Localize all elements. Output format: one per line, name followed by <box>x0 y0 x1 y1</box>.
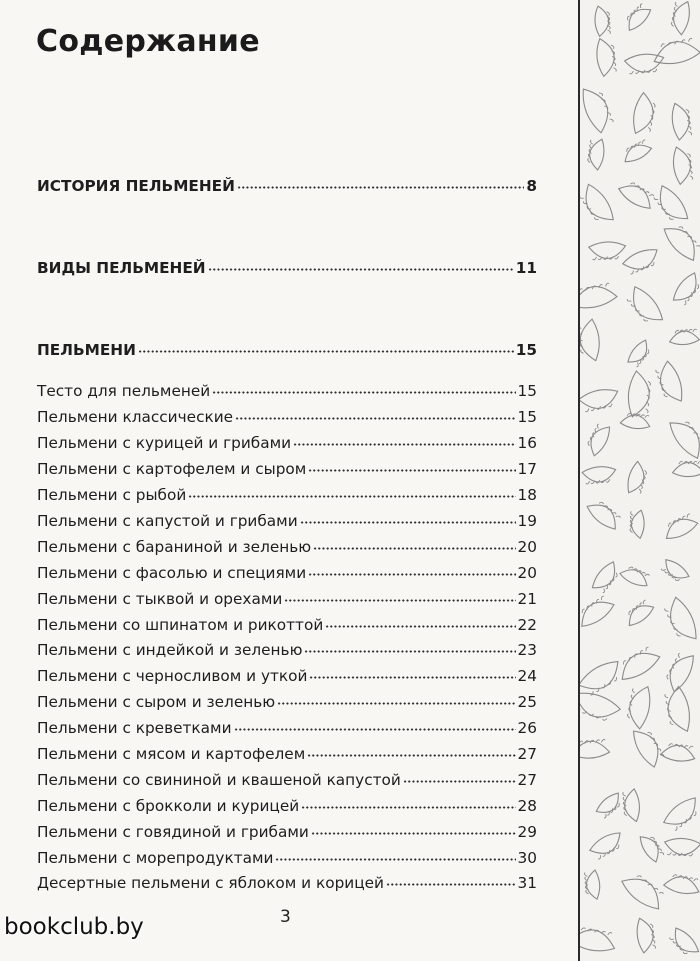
dumpling-icon <box>670 0 692 36</box>
toc-entry-page: 21 <box>517 590 537 609</box>
toc-entry <box>37 537 537 561</box>
toc-entry-page: 20 <box>517 564 537 583</box>
dumpling-icon <box>584 422 613 458</box>
toc-entry <box>37 770 537 794</box>
toc-entry-page: 29 <box>517 823 537 842</box>
toc-entry <box>37 873 537 897</box>
toc-entry <box>37 692 537 716</box>
toc-entry-page: 8 <box>526 177 537 196</box>
toc-entry-page: 25 <box>517 693 537 712</box>
toc-dot-leader <box>325 613 515 628</box>
toc-entry-page: 31 <box>517 874 537 893</box>
toc-entry-label: Пельмени с индейкой и зеленью <box>37 641 303 660</box>
toc-dot-leader <box>304 638 515 653</box>
toc-dot-leader <box>301 794 515 809</box>
dumpling-icon <box>616 178 657 212</box>
toc-entry-label: Пельмени с креветками <box>37 719 232 738</box>
dumpling-icon <box>665 414 700 462</box>
watermark: bookclub.by <box>4 914 144 940</box>
toc-dot-leader <box>138 338 514 353</box>
toc-entry-label: ИСТОРИЯ ПЕЛЬМЕНЕЙ <box>37 177 235 196</box>
toc-dot-leader <box>275 846 515 861</box>
toc-section-entry <box>37 176 537 200</box>
toc-entry-label: Пельмени классические <box>37 408 234 427</box>
dumpling-icon <box>625 460 649 496</box>
toc-entry-label: Пельмени с капустой и грибами <box>37 512 298 531</box>
toc-entry-label: ВИДЫ ПЕЛЬМЕНЕЙ <box>37 259 206 278</box>
toc-entry <box>37 848 537 872</box>
dumpling-icon <box>580 282 618 312</box>
dumpling-pattern-illustration <box>580 0 700 961</box>
toc-entry-page: 18 <box>517 486 537 505</box>
dumpling-icon <box>624 53 665 75</box>
toc-dot-leader <box>208 256 514 271</box>
toc-entry-label: Тесто для пельменей <box>37 382 211 401</box>
dumpling-icon <box>584 497 623 533</box>
dumpling-icon <box>669 329 700 346</box>
dumpling-icon <box>580 688 622 724</box>
toc-entry-page: 22 <box>517 616 537 635</box>
toc-dot-leader <box>235 405 515 420</box>
dumpling-icon <box>618 869 667 914</box>
dumpling-icon <box>580 181 618 228</box>
dumpling-icon <box>651 37 700 67</box>
toc-dot-leader <box>188 483 515 498</box>
dumpling-icon <box>589 241 626 260</box>
dumpling-icon <box>584 870 600 900</box>
dumpling-icon <box>622 2 653 33</box>
toc-entry-page: 15 <box>517 408 537 427</box>
toc-entry-page: 26 <box>517 719 537 738</box>
toc-entry-label: Десертные пельмени с яблоком и корицей <box>37 874 384 893</box>
dumpling-icon <box>663 873 700 896</box>
toc-dot-leader <box>403 768 516 783</box>
dumpling-icon <box>620 139 653 165</box>
dumpling-icon <box>654 359 686 405</box>
toc-entry <box>37 563 537 587</box>
dumpling-icon <box>623 789 641 823</box>
dumpling-pattern-icon <box>580 0 700 961</box>
toc-entry <box>37 485 537 509</box>
dumpling-icon <box>620 412 651 430</box>
dumpling-icon <box>630 510 645 539</box>
dumpling-icon <box>625 684 653 730</box>
dumpling-icon <box>589 559 622 595</box>
dumpling-icon <box>660 219 700 264</box>
toc-entry-page: 15 <box>515 341 537 360</box>
toc-dot-leader <box>309 664 515 679</box>
dumpling-icon <box>661 512 700 542</box>
toc-entry-label: Пельмени с говядиной и грибами <box>37 823 309 842</box>
dumpling-icon <box>580 739 610 759</box>
page-title: Содержание <box>36 24 260 59</box>
toc-entry <box>37 381 537 405</box>
dumpling-icon <box>587 138 606 171</box>
toc-dot-leader <box>237 174 524 189</box>
dumpling-icon <box>595 37 617 77</box>
toc-entry-label: Пельмени с сыром и зеленью <box>37 693 276 712</box>
dumpling-icon <box>618 564 651 589</box>
toc-dot-leader <box>277 690 515 705</box>
dumpling-icon <box>625 338 653 369</box>
toc-section-entry <box>37 258 537 282</box>
dumpling-icon <box>635 917 656 954</box>
dumpling-icon <box>580 386 620 412</box>
toc-entry-page: 30 <box>517 849 537 868</box>
toc-entry-page: 17 <box>517 460 537 479</box>
toc-entry <box>37 796 537 820</box>
dumpling-icon <box>664 838 700 857</box>
toc-entry-page: 28 <box>517 797 537 816</box>
dumpling-icon <box>580 657 626 699</box>
dumpling-icon <box>629 724 666 770</box>
toc-entry-label: Пельмени с картофелем и сыром <box>37 460 307 479</box>
toc-entry-label: Пельмени с черносливом и уткой <box>37 667 308 686</box>
dumpling-icon <box>660 743 696 763</box>
toc-entry-page: 19 <box>517 512 537 531</box>
dumpling-icon <box>580 926 617 954</box>
toc-dot-leader <box>212 379 515 394</box>
dumpling-icon <box>580 594 617 631</box>
toc-dot-leader <box>311 820 516 835</box>
dumpling-icon <box>672 146 693 185</box>
toc-entry-page: 27 <box>517 771 537 790</box>
dumpling-icon <box>670 270 700 307</box>
toc-entry <box>37 615 537 639</box>
toc-entry-page: 20 <box>517 538 537 557</box>
toc-entry-label: Пельмени с морепродуктами <box>37 849 274 868</box>
toc-dot-leader <box>308 561 515 576</box>
dumpling-icon <box>637 831 665 864</box>
toc-entry <box>37 744 537 768</box>
dumpling-icon <box>580 319 601 362</box>
toc-entry-label: Пельмени с мясом и картофелем <box>37 745 306 764</box>
dumpling-icon <box>615 644 663 684</box>
dumpling-icon <box>662 595 700 646</box>
toc-entry-label: Пельмени с фасолью и специями <box>37 564 307 583</box>
toc-dot-leader <box>308 457 515 472</box>
toc-dot-leader <box>313 535 515 550</box>
page-number: 3 <box>280 907 291 927</box>
toc-entry-label: Пельмени со шпинатом и рикоттой <box>37 616 324 635</box>
toc-entry-label: Пельмени с тыквой и орехами <box>37 590 283 609</box>
dumpling-icon <box>594 790 625 819</box>
toc-entry <box>37 718 537 742</box>
dumpling-icon <box>660 557 691 585</box>
toc-entry <box>37 459 537 483</box>
toc-entry <box>37 666 537 690</box>
dumpling-icon <box>624 283 667 329</box>
dumpling-icon <box>627 371 652 419</box>
toc-entry-label: Пельмени с курицей и грибами <box>37 434 292 453</box>
toc-dot-leader <box>307 742 515 757</box>
toc-entry-label: Пельмени со свининой и квашеной капустой <box>37 771 401 790</box>
toc-section-entry <box>37 340 537 364</box>
dumpling-icon <box>580 83 616 135</box>
toc-dot-leader <box>234 716 516 731</box>
toc-entry-page: 11 <box>515 259 537 278</box>
toc-dot-leader <box>386 871 516 886</box>
toc-entry <box>37 589 537 613</box>
toc-entry-label: Пельмени с брокколи и курицей <box>37 797 300 816</box>
dumpling-icon <box>623 598 656 628</box>
toc-entry-page: 16 <box>517 434 537 453</box>
toc-entry-label: Пельмени с рыбой <box>37 486 187 505</box>
toc-entry <box>37 640 537 664</box>
dumpling-icon <box>582 465 617 484</box>
toc-entry-page: 23 <box>517 641 537 660</box>
toc-entry-label: ПЕЛЬМЕНИ <box>37 341 136 360</box>
toc-entry-page: 15 <box>517 382 537 401</box>
dumpling-icon <box>594 5 610 36</box>
dumpling-icon <box>661 794 700 833</box>
dumpling-icon <box>664 685 693 734</box>
dumpling-icon <box>621 246 662 276</box>
toc-entry <box>37 407 537 431</box>
toc-dot-leader <box>284 587 515 602</box>
toc-entry <box>37 822 537 846</box>
dumpling-icon <box>630 92 657 136</box>
toc-dot-leader <box>300 509 516 524</box>
toc-entry <box>37 511 537 535</box>
dumpling-icon <box>673 461 700 476</box>
toc-entry-page: 27 <box>517 745 537 764</box>
dumpling-icon <box>588 829 627 861</box>
toc-entry-label: Пельмени с бараниной и зеленью <box>37 538 312 557</box>
toc-entry-page: 24 <box>517 667 537 686</box>
dumpling-icon <box>667 925 700 959</box>
toc-dot-leader <box>293 431 515 446</box>
dumpling-icon <box>670 102 692 141</box>
dumpling-icon <box>651 183 692 228</box>
toc-entry <box>37 433 537 457</box>
